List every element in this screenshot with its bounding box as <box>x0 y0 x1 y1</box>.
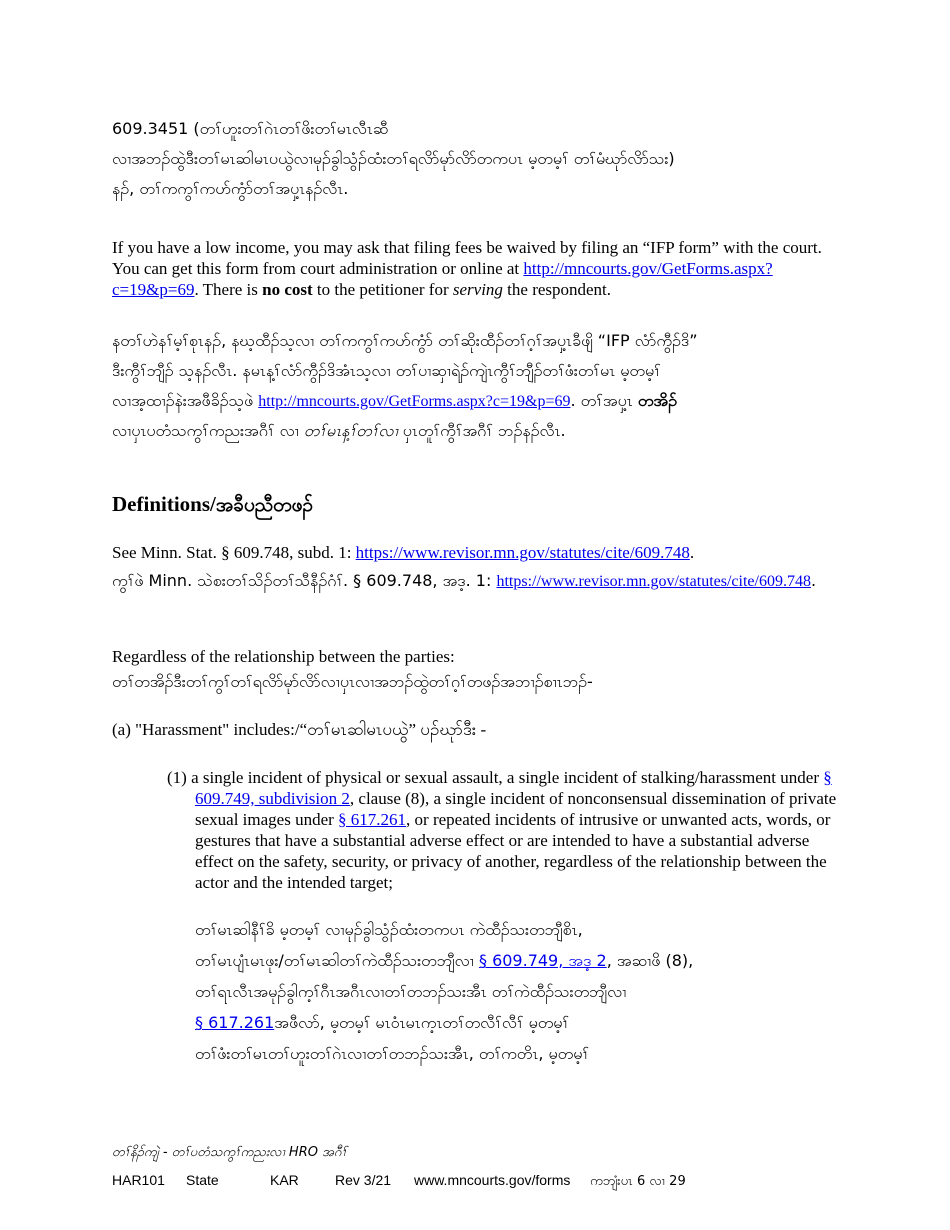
ifp-kar-italic: တၢ်မၤန့ၢ်တၢ်လၢ <box>303 421 398 440</box>
ifp-kar-text: လၢပှၤပတံသကွၢ်ကညးအဂီၢ် လၢ <box>112 421 304 440</box>
footer-state: State <box>186 1172 219 1188</box>
intro-line: နၣ်, တၢ်ကကွၢ်ကဟ်ကွံာ်တၢ်အပှ့ၤနၣ်လီၤ. <box>112 179 349 198</box>
list-item-number: (1) <box>167 768 187 787</box>
see-statute-karen <box>112 568 912 594</box>
footer-language: KAR <box>270 1172 299 1188</box>
see-kar-text: . <box>810 571 817 590</box>
item1-kar-line <box>195 945 845 976</box>
footer-page-number: ကဘျံးပၤ 6 လၢ 29 <box>590 1174 686 1189</box>
ifp-kar-bold: တအိၣ် <box>637 391 677 410</box>
item1-kar-text: အဖီလာ်, မ့တမ့ၢ် မၤဝံၤမၤက့ၤတၢ်တလီၢ်လီၢ် မ့တမ့ၢ် <box>274 1013 570 1032</box>
harassment-label <box>112 716 842 744</box>
ifp-kar-line: ဒီးကွီၢ်ဘျီၣ် သ့နၣ်လီၤ. နမၤန့ၢ်လံာ်ကွီၣ်ဒိအံၤသ့လၢ တၢ်ပၢဆှၢရဲၣ်ကျဲၤကွီၢ်ဘျီၣ်တၢ်ဖံးတၢ်မၤ မ့တမ့ၢ် <box>112 361 661 380</box>
ifp-text: to the petitioner for <box>312 280 453 299</box>
ifp-kar-text: ပှၤတူၢ်ကွီၢ်အဂီၢ် ဘၣ်နၣ်လီၤ. <box>397 421 566 440</box>
statute-link-karen[interactable]: https://www.revisor.mn.gov/statutes/cite/609.748 <box>496 573 811 590</box>
list-item-1-karen <box>195 914 845 1069</box>
list-item-1-english <box>167 767 842 893</box>
item1-kar-text: တၢ်မၤပျံၤမၤဖုး/တၢ်မၤဆါတၢ်ကဲထီၣ်သးတဘျီလၢ <box>195 951 479 970</box>
statute-609-749-link-karen[interactable]: § 609.749, အဒ့ 2 <box>478 951 607 970</box>
ifp-forms-link[interactable]: http://mncourts.gov/GetForms.aspx?c=19&p=69 <box>112 259 773 299</box>
see-text: See Minn. Stat. § 609.748, subd. 1: <box>112 543 356 562</box>
footer-revision: Rev 3/21 <box>335 1172 392 1188</box>
ifp-bold-text: no cost <box>262 280 313 299</box>
intro-line: လၢအဘၣ်ထွဲဒီးတၢ်မၤဆါမၤပယွဲလၢမုၣ်ခွါသွံၣ်ထံးတၢ်ရလိာ်မုာ်လိာ်တကပၤ မ့တမ့ၢ် တၢ်မံဃုာ်လိာ်သး) <box>112 149 675 168</box>
see-text: . <box>689 543 695 562</box>
ifp-kar-text: လၢအ့ထၢၣ်နဲးအဖီခိၣ်သ့ဖဲ <box>112 391 259 410</box>
item1-text: , clause (8), a single incident of nonconsensual dissemination of private sexual images under <box>195 789 837 829</box>
regardless-english: Regardless of the relationship between the parties: <box>112 647 455 666</box>
statute-617-261-link-karen[interactable]: § 617.261 <box>195 1013 275 1032</box>
item1-kar-line <box>195 1007 845 1038</box>
ifp-paragraph-english <box>112 237 842 300</box>
footer-website: www.mncourts.gov/forms <box>414 1172 571 1188</box>
regardless-karen: တၢ်တအိၣ်ဒီးတၢ်ကွၢ်တၢ်ရလိာ်မုာ်လိာ်လၢပှၤလၢအဘၣ်ထွဲတၢ်ဂ့ၢ်တဖၣ်အဘၢၣ်စၢၤဘၣ်- <box>112 672 593 691</box>
ifp-kar-forms-link[interactable]: http://mncourts.gov/GetForms.aspx?c=19&p=69 <box>258 393 571 410</box>
ifp-text: If you have a low income, you may ask that filing fees be waived by filing an “IFP form” with the court. You can get this form from court administration or online at <box>112 238 822 278</box>
statute-617-261-link[interactable]: § 617.261 <box>338 810 407 829</box>
intro-paragraph-karen <box>112 114 842 204</box>
ifp-text: the respondent. <box>502 280 612 299</box>
ifp-kar-line: နတၢ်ဟဲနၢ်မ့ၢ်စုၤနၣ်, နဃ့ထီၣ်သ့လၢ တၢ်ကကွၢ်ကဟ်ကွံာ် တၢ်ဆိုးထီၣ်တၢ်ဂ့ၢ်အပှ့ၤခီဖျိ “IFP လံာ်ကွီၣ်ဒိ” <box>112 331 698 350</box>
ifp-kar-line <box>112 416 842 446</box>
ifp-italic-text: serving <box>452 280 503 299</box>
item1-text: , or repeated incidents of intrusive or unwanted acts, words, or gestures that have a substantial adverse effect or are intended to have a substantial adverse effect on the safety, security, or privacy of another, regardless of the relationship between the actor and the intended target; <box>195 810 831 892</box>
see-kar-text: ကွၢ်ဖဲ Minn. သဲစးတၢ်သိၣ်တၢ်သီနီၣ်ဂံၢ်. § 609.748, အဒ့. 1: <box>112 571 497 590</box>
item1-kar-line: တၢ်ရၤလီၤအမုၣ်ခွါက့ၢ်ဂီၤအဂီၤလၢတၢ်တဘၣ်သးအီၤ တၢ်ကဲထီၣ်သးတဘျီလၢ <box>195 982 627 1001</box>
harassment-label-text: (a) "Harassment" includes:/“တၢ်မၤဆါမၤပယွဲ” ပၣ်ဃုာ်ဒီး - <box>112 720 487 739</box>
ifp-kar-text: . တၢ်အပှ့ၤ <box>570 391 638 410</box>
see-statute-english <box>112 542 902 563</box>
statute-609-749-link[interactable]: § 609.749, subdivision 2 <box>195 768 832 808</box>
definitions-heading-kar: အခီပညီတဖၣ် <box>215 494 314 516</box>
item1-kar-line: တၢ်ဖံးတၢ်မၤတၢ်ဟူးတၢ်ဂဲၤလၢတၢ်တဘၣ်သးအီၤ, တၢ်ကတိၤ, မ့တမ့ၢ် <box>195 1044 590 1063</box>
item1-kar-text: , အဆၢဖိ (8), <box>606 951 694 970</box>
footer-form-code: HAR101 <box>112 1172 165 1188</box>
definitions-heading <box>112 492 842 521</box>
ifp-kar-line <box>112 386 842 416</box>
statute-link[interactable]: https://www.revisor.mn.gov/statutes/cite/609.748 <box>355 543 690 562</box>
item1-text: a single incident of physical or sexual assault, a single incident of stalking/harassment under <box>191 768 824 787</box>
ifp-paragraph-karen <box>112 326 842 446</box>
definitions-heading-en: Definitions/ <box>112 492 216 516</box>
item1-kar-line: တၢ်မၤဆါနီၢ်ခိ မ့တမ့ၢ် လၢမုၣ်ခွါသွံၣ်ထံးတကပၤ ကဲထီၣ်သးတဘျီစိၤ, <box>195 920 583 939</box>
list-item-1 <box>167 767 842 893</box>
intro-line: 609.3451 (တၢ်ဟူးတၢ်ဂဲၤတၢ်ဖိးတၢ်မၤလီၤဆီ <box>112 119 389 138</box>
ifp-text: . There is <box>194 280 263 299</box>
footer-title: တၢ်နိၣ်ကျဲ - တၢ်ပတံသကွၢ်ကညးလၢ HRO အဂီၢ် <box>112 1145 347 1160</box>
